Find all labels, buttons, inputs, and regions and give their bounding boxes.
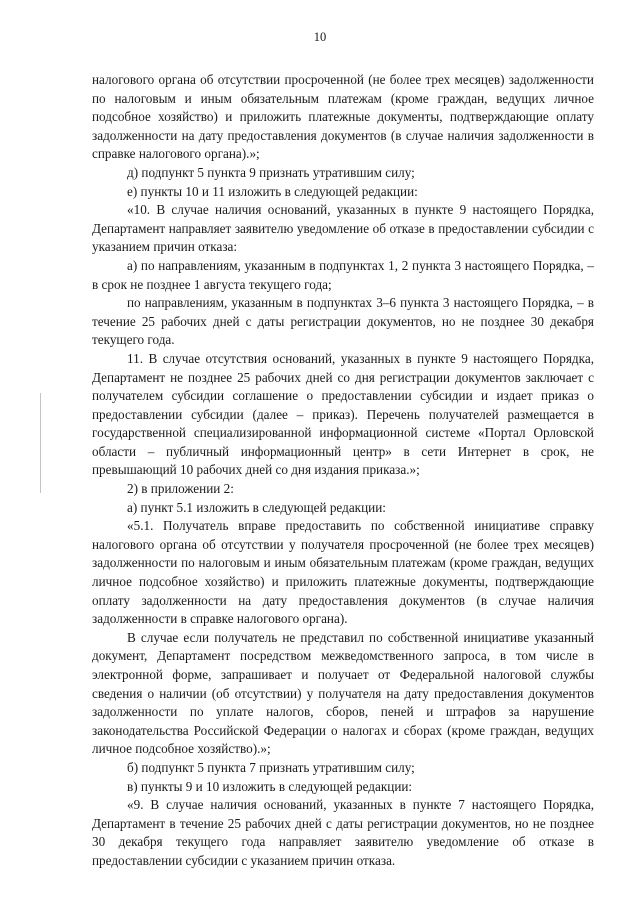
paragraph-appendix-2: 2) в приложении 2: bbox=[127, 481, 234, 497]
paragraph-point-10-a: а) по направлениям, указанным в подпунктах 1, 2 пункта 3 настоящего Порядка, – в срок не позднее 1 августа текущего года; bbox=[92, 257, 594, 292]
document-body bbox=[92, 71, 594, 871]
paragraph-appendix-item-v: в) пункты 9 и 10 изложить в следующей редакции: bbox=[127, 778, 413, 794]
paragraph-point-5-1: «5.1. Получатель вправе предоставить по собственной инициативе справку налогового органа об отсутствии у получателя просроченной (не более трех месяцев) задолженности по налоговым и иным обязательным платежам (кроме граждан, ведущих личное подсобное хозяйство) и приложить платежные документы, подтверждающие оплату задолженности на дату предоставления документов (в случае наличия задолженности в справке налогового органа). bbox=[92, 518, 594, 627]
paragraph-point-11: 11. В случае отсутствия оснований, указанных в пункте 9 настоящего Порядка, Департамент не позднее 25 рабочих дней со дня регистрации документов заключает с получателем субсидии соглашение о предоставлении субсидии и издает приказ о предоставлении субсидии (далее – приказ). Перечень получателей размещается в государственной специализированной информационной системе «Портал Орловской области – публичный информационный центр» в сети Интернет в срок, не превышающий 10 рабочих дней со дня издания приказа.»; bbox=[92, 350, 594, 478]
paragraph-continuation: налогового органа об отсутствии просроченной (не более трех месяцев) задолженности по налоговым и иным обязательным платежам (кроме граждан, ведущих личное подсобное хозяйство) и приложить платежные документы, подтверждающие оплату задолженности на дату предоставления документов (в случае наличия задолженности в справке налогового органа).»; bbox=[92, 72, 594, 162]
margin-scan-line bbox=[40, 393, 41, 493]
paragraph-item-d: д) подпункт 5 пункта 9 признать утратившим силу; bbox=[127, 164, 415, 180]
paragraph-appendix-item-a: а) пункт 5.1 изложить в следующей редакции: bbox=[127, 499, 386, 515]
page-number: 10 bbox=[313, 30, 327, 44]
paragraph-point-10-directions: по направлениям, указанным в подпунктах 3–6 пункта 3 настоящего Порядка, – в течение 25 рабочих дней с даты регистрации документов, но не позднее 30 декабря текущего года. bbox=[92, 295, 594, 348]
paragraph-item-e: е) пункты 10 и 11 изложить в следующей редакции: bbox=[127, 183, 418, 199]
paragraph-point-5-1-request: В случае если получатель не представил по собственной инициативе указанный документ, Департамент посредством межведомственного запроса, в том числе в электронной форме, запрашивает и получает от Федеральной налоговой службы сведения о наличии (об отсутствии) у получателя на дату предоставления документов задолженности по уплате налогов, сборов, пеней и штрафов за нарушение законодательства Российской Федерации о налогах и сборах (кроме граждан, ведущих личное подсобное хозяйство).»; bbox=[92, 629, 594, 757]
paragraph-point-10: «10. В случае наличия оснований, указанных в пункте 9 настоящего Порядка, Департамент направляет заявителю уведомление об отказе в предоставлении субсидии с указанием причин отказа: bbox=[92, 202, 594, 255]
paragraph-point-9: «9. В случае наличия оснований, указанных в пункте 7 настоящего Порядка, Департамент в течение 25 рабочих дней с даты регистрации документов, но не позднее 30 декабря текущего года направляет заявителю уведомление об отказе в предоставлении субсидии с указанием причин отказа. bbox=[92, 797, 594, 868]
paragraph-appendix-item-b: б) подпункт 5 пункта 7 признать утратившим силу; bbox=[127, 759, 415, 775]
